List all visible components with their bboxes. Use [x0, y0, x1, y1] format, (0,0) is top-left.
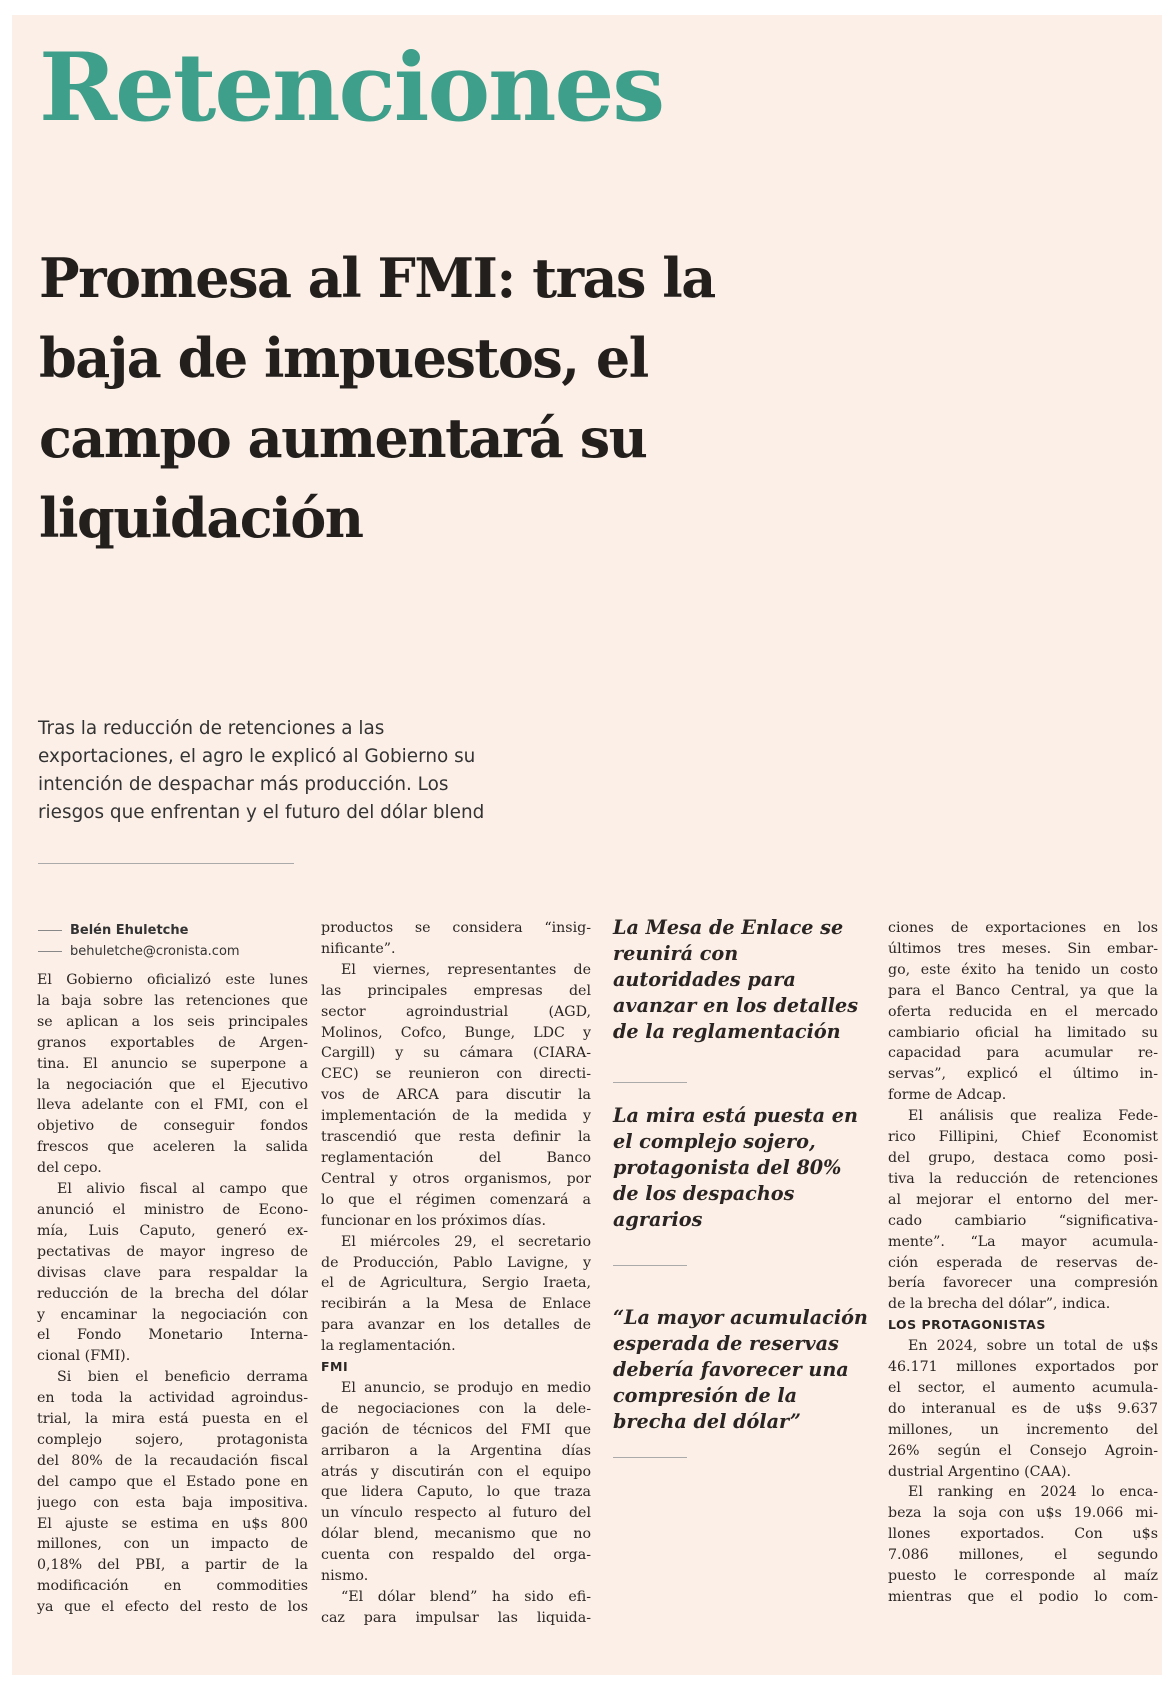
article-line: El miércoles 29, el secretario — [341, 1233, 591, 1250]
article-line: 26% según el Consejo Agroin- — [888, 1442, 1158, 1459]
article-line: beza la soja con u$s 19.066 mi- — [888, 1505, 1158, 1522]
pull-quote-line: esperada de reservas — [613, 1332, 839, 1355]
deck-line: exportaciones, el agro le explicó al Gobierno su — [38, 746, 476, 767]
article-line: Molinos, Cofco, Bunge, LDC y — [321, 1024, 591, 1041]
article-line: El análisis que realiza Fede- — [908, 1108, 1158, 1125]
article-line: funcionar en los próximos días. — [321, 1212, 546, 1229]
article-line: al mejorar el entorno del mer- — [888, 1191, 1158, 1208]
article-column-3 — [888, 918, 1158, 1608]
article-line: trial, la mira está puesta en el — [37, 1411, 308, 1428]
pull-quote-divider — [613, 1082, 687, 1083]
article-line: mía, Luis Caputo, generó ex- — [37, 1222, 308, 1239]
pull-quote-line: protagonista del 80% — [613, 1156, 842, 1179]
article-line: pectativas de mayor ingreso de — [37, 1243, 308, 1260]
pull-quote-line: reunirá con — [613, 942, 739, 965]
pull-quote-line: debería favorecer una — [613, 1358, 849, 1381]
article-line: que lidera Caputo, lo que traza — [321, 1484, 591, 1501]
article-line: El ajuste se estima en u$s 800 — [37, 1515, 308, 1532]
article-line: de negociaciones con la dele- — [321, 1400, 591, 1417]
article-line: 0,18% del PBI, a partir de la — [37, 1557, 308, 1574]
headline-line: baja de impuestos, el — [39, 326, 648, 390]
article-line: y encaminar la negociación con — [37, 1306, 308, 1323]
article-line: caz para impulsar las liquida- — [321, 1609, 591, 1626]
article-line: arribaron a la Argentina días — [321, 1442, 591, 1459]
article-line: reglamentación del Banco — [321, 1149, 591, 1166]
article-line: do interanual es de u$s 9.637 — [888, 1400, 1158, 1417]
pull-quote-1 — [613, 915, 883, 1045]
article-line: nificante”. — [321, 940, 396, 957]
article-line: Si bien el beneficio derrama — [57, 1369, 308, 1386]
article-line: Central y otros organismos, por — [321, 1170, 591, 1187]
article-line: el sector, el aumento acumula- — [888, 1379, 1158, 1396]
deck-line: intención de despachar más producción. Los — [38, 774, 449, 795]
deck-line: riesgos que enfrentan y el futuro del dólar blend — [38, 802, 485, 823]
article-line: se aplican a los seis principales — [37, 1013, 308, 1030]
pull-quote-divider — [613, 1265, 687, 1266]
pull-quote-line: compresión de la — [613, 1384, 798, 1407]
author-name: Belén Ehuletche — [70, 923, 189, 938]
article-line: capacidad para acumular re- — [888, 1045, 1158, 1062]
article-line: bería favorecer una compresión — [888, 1275, 1158, 1292]
article-line: CEC) se reunieron con directi- — [321, 1066, 591, 1083]
author-email[interactable]: behuletche@cronista.com — [70, 944, 240, 959]
article-line: El alivio fiscal al campo que — [57, 1181, 308, 1198]
article-line: para avanzar en los detalles de — [321, 1317, 591, 1334]
article-line: dustrial Argentino (CAA). — [888, 1463, 1072, 1480]
article-line: del grupo, destaca como posi- — [888, 1149, 1158, 1166]
article-line: productos se considera “insig- — [321, 920, 591, 936]
headline-line: liquidación — [39, 486, 363, 550]
headline — [39, 238, 799, 558]
pull-quote-line: el complejo sojero, — [613, 1130, 816, 1153]
article-line: implementación de la medida y — [321, 1108, 591, 1125]
article-line: juego con esta baja impositiva. — [37, 1494, 308, 1511]
subheading: FMI — [321, 1359, 349, 1375]
article-line: para el Banco Central, ya que la — [888, 982, 1158, 999]
article-line: cional (FMI). — [37, 1348, 131, 1365]
article-line: objetivo de conseguir fondos — [37, 1118, 308, 1135]
byline — [38, 920, 308, 962]
article-line: el Fondo Monetario Interna- — [37, 1327, 308, 1344]
headline-line: Promesa al FMI: tras la — [39, 246, 715, 310]
article-line: últimos tres meses. Sin embar- — [888, 940, 1158, 957]
article-line: lo que el régimen comenzará a — [321, 1191, 591, 1208]
pull-quote-line: de los despachos — [613, 1182, 795, 1205]
article-line: Cargill) y su cámara (CIARA- — [321, 1045, 591, 1062]
article-line: go, este éxito ha tenido un costo — [888, 961, 1158, 978]
subheading: LOS PROTAGONISTAS — [888, 1317, 1046, 1333]
article-column-2 — [321, 918, 591, 1629]
article-line: llones exportados. Con u$s — [888, 1526, 1158, 1543]
pull-quote-line: La Mesa de Enlace se — [613, 916, 844, 939]
article-line: ción esperada de reservas de- — [888, 1254, 1158, 1271]
article-line: de la brecha del dólar”, indica. — [888, 1296, 1111, 1313]
pull-quote-line: La mira está puesta en — [613, 1104, 858, 1127]
deck-line: Tras la reducción de retenciones a las — [38, 718, 385, 739]
article-line: El anuncio, se produjo en medio — [341, 1379, 591, 1396]
pull-quote-divider — [613, 1457, 687, 1458]
article-line: tiva la reducción de retenciones — [888, 1170, 1158, 1187]
article-line: del campo que el Estado pone en — [37, 1473, 308, 1490]
deck-summary — [38, 715, 558, 827]
article-line: granos exportables de Argen- — [37, 1034, 308, 1051]
article-line: servas”, explicó el último in- — [888, 1066, 1158, 1083]
article-line: El Gobierno oficializó este lunes — [37, 972, 308, 988]
article-line: del 80% de la recaudación fiscal — [37, 1452, 308, 1469]
article-line: millones, con un impacto de — [37, 1536, 308, 1553]
pull-quote-line: autoridades para — [613, 968, 796, 991]
article-line: millones, un incremento del — [888, 1421, 1158, 1438]
pull-quote-line: de la reglamentación — [613, 1020, 841, 1043]
article-line: reducción de la brecha del dólar — [37, 1285, 308, 1302]
article-line: el de Agricultura, Sergio Iraeta, — [321, 1275, 591, 1292]
article-line: “El dólar blend” ha sido efi- — [341, 1589, 591, 1605]
article-line: la baja sobre las retenciones que — [37, 992, 308, 1009]
article-line: El viernes, representantes de — [341, 961, 591, 978]
article-line: tina. El anuncio se superpone a — [37, 1055, 308, 1072]
pull-quote-3 — [613, 1305, 883, 1435]
article-line: recibirán a la Mesa de Enlace — [321, 1296, 591, 1313]
newspaper-page — [12, 15, 1162, 1675]
article-line: sector agroindustrial (AGD, — [321, 1003, 591, 1020]
article-line: lleva adelante con el FMI, con el — [37, 1097, 308, 1114]
article-line: la negociación que el Ejecutivo — [37, 1076, 308, 1093]
deck-divider — [38, 863, 294, 864]
article-line: vos de ARCA para discutir la — [321, 1087, 591, 1104]
article-line: modificación en commodities — [37, 1578, 308, 1595]
article-line: mientras que el podio lo com- — [888, 1589, 1158, 1605]
byline-dash — [38, 930, 62, 931]
article-line: forme de Adcap. — [888, 1087, 1007, 1104]
article-line: ya que el efecto del resto de los — [37, 1599, 308, 1616]
article-line: dólar blend, mecanismo que no — [321, 1526, 591, 1543]
article-line: En 2024, sobre un total de u$s — [908, 1338, 1158, 1355]
article-line: ciones de exportaciones en los — [888, 920, 1158, 936]
article-line: anunció el ministro de Econo- — [37, 1201, 308, 1218]
article-line: nismo. — [321, 1568, 369, 1585]
article-line: en toda la actividad agroindus- — [37, 1390, 308, 1407]
article-line: mente”. “La mayor acumula- — [888, 1233, 1158, 1250]
article-line: El ranking en 2024 lo enca- — [908, 1484, 1158, 1501]
article-line: un vínculo respecto al futuro del — [321, 1505, 591, 1522]
article-line: cambiario oficial ha limitado su — [888, 1024, 1158, 1041]
article-line: de Producción, Pablo Lavigne, y — [321, 1254, 591, 1271]
article-line: las principales empresas del — [321, 982, 591, 999]
article-line: gación de técnicos del FMI que — [321, 1421, 591, 1438]
article-line: del cepo. — [37, 1160, 102, 1177]
article-line: rico Fillipini, Chief Economist — [888, 1129, 1158, 1146]
article-line: 7.086 millones, el segundo — [888, 1547, 1158, 1564]
article-column-1 — [37, 970, 308, 1618]
pull-quote-line: brecha del dólar” — [613, 1410, 801, 1433]
pull-quote-2 — [613, 1103, 883, 1233]
article-line: la reglamentación. — [321, 1338, 456, 1355]
article-line: puesto le corresponde al maíz — [888, 1568, 1158, 1585]
section-title: Retenciones — [39, 33, 664, 143]
article-line: complejo sojero, protagonista — [37, 1431, 308, 1448]
article-line: frescos que aceleren la salida — [37, 1139, 308, 1156]
article-line: oferta reducida en el mercado — [888, 1003, 1158, 1020]
article-line: divisas clave para respaldar la — [37, 1264, 308, 1281]
article-line: atrás y discutirán con el equipo — [321, 1463, 591, 1480]
headline-line: campo aumentará su — [39, 406, 647, 470]
pull-quote-line: “La mayor acumulación — [613, 1306, 868, 1329]
byline-dash — [38, 951, 62, 952]
article-line: cado cambiario “significativa- — [888, 1212, 1158, 1229]
pull-quote-line: agrarios — [613, 1208, 703, 1231]
article-line: trascendió que resta definir la — [321, 1129, 591, 1146]
article-line: cuenta con respaldo del orga- — [321, 1547, 591, 1564]
pull-quote-line: avanzar en los detalles — [613, 994, 858, 1017]
article-line: 46.171 millones exportados por — [888, 1359, 1158, 1376]
